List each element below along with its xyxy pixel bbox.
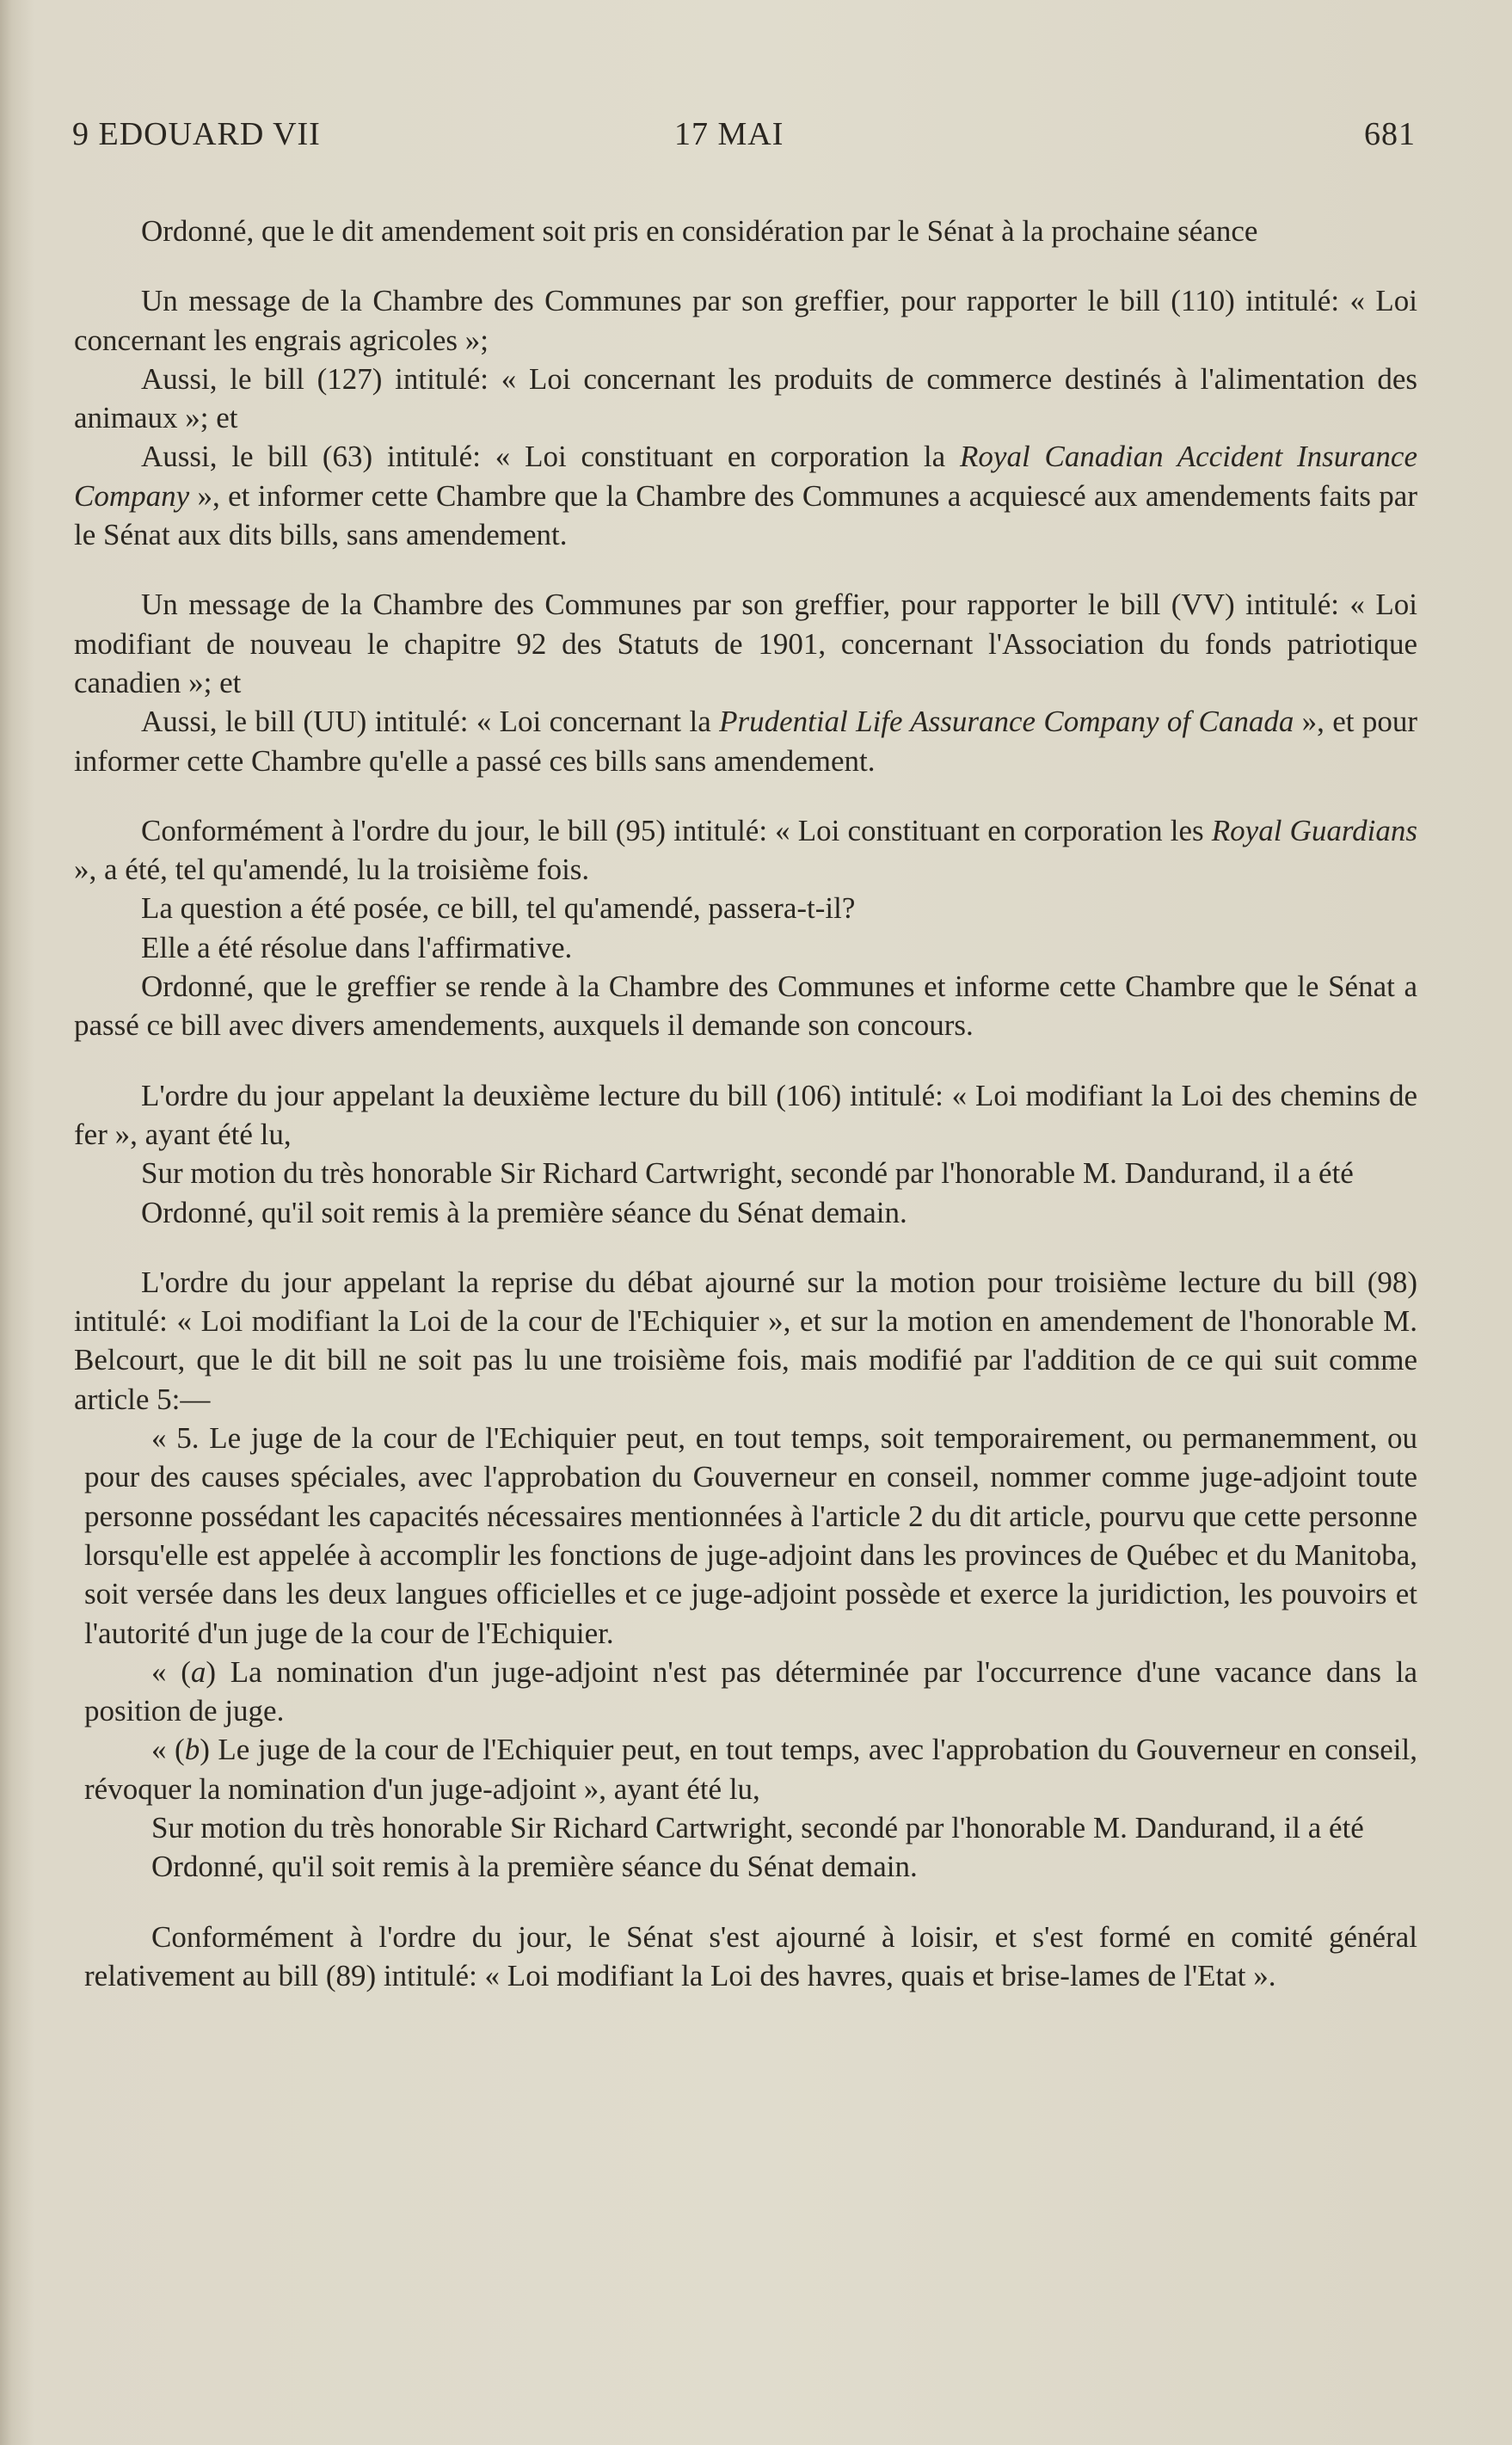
header-reign: 9 EDOUARD VII: [72, 116, 321, 152]
header-date: 17 MAI: [674, 116, 784, 152]
italic-name: Prudential Life Assurance Company of Canada: [719, 705, 1294, 739]
paragraph-text: », a été, tel qu'amendé, lu la troisième fois.: [74, 853, 590, 887]
paragraph-text: Conformément à l'ordre du jour, le bill (95) intitulé: « Loi constituant en corporation les: [141, 813, 1212, 847]
paragraph: [74, 437, 1417, 554]
paragraph: [74, 702, 1417, 780]
paragraph: Ordonné, qu'il soit remis à la première séance du Sénat demain.: [141, 1195, 907, 1229]
paragraph-text: ) La nomination d'un juge-adjoint n'est pas déterminée par l'occurrence d'une vacance dans la position de juge.: [84, 1654, 1417, 1728]
paragraph: Sur motion du très honorable Sir Richard Cartwright, secondé par l'honorable M. Dandurand, il a été: [151, 1810, 1364, 1845]
page-header: [72, 115, 1416, 158]
paragraph-text: Aussi, le bill (UU) intitulé: « Loi concernant la: [141, 705, 720, 739]
paragraph: Un message de la Chambre des Communes par son greffier, pour rapporter le bill (VV) intitulé: « Loi modifiant de nouveau le chapitre 92 des Statuts de 1901, concernant l'Association du fonds patriotique canadien »; et: [74, 588, 1417, 699]
paragraph: Elle a été résolue dans l'affirmative.: [141, 930, 573, 964]
paragraph-text: », et pour informer cette Chambre qu'elle a passé ces bills sans amendement.: [74, 705, 1418, 778]
paragraph: Conformément à l'ordre du jour, le Sénat s'est ajourné à loisir, et s'est formé en comité général relativement au bill (89) intitulé: « Loi modifiant la Loi des havres, quais et brise-lames de l'Etat ».: [84, 1919, 1417, 1992]
paragraph: [74, 1730, 1417, 1808]
paragraph: La question a été posée, ce bill, tel qu'amendé, passera-t-il?: [141, 891, 856, 926]
paragraph: Un message de la Chambre des Communes par son greffier, pour rapporter le bill (110) intitulé: « Loi concernant les engrais agricoles »;: [74, 284, 1417, 357]
italic-name: b: [184, 1733, 200, 1767]
italic-name: a: [190, 1654, 206, 1689]
paragraph: L'ordre du jour appelant la reprise du débat ajourné sur la motion pour troisième lecture du bill (98) intitulé: « Loi modifiant la Loi de la cour de l'Echiquier », et sur la motion en amendement de l'honorable M. Belcourt, que le dit bill ne soit pas lu une troisième fois, mais modifié par l'addition de ce qui suit comme article 5:—: [74, 1265, 1417, 1416]
page-number: 681: [1364, 116, 1416, 152]
paragraph-text: « (: [151, 1654, 191, 1689]
paragraph: Aussi, le bill (127) intitulé: « Loi concernant les produits de commerce destinés à l'alimentation des animaux »; et: [74, 361, 1417, 435]
paragraph: Ordonné, que le dit amendement soit pris en considération par le Sénat à la prochaine séance: [141, 214, 1258, 248]
paragraph: [74, 811, 1417, 890]
paragraph: Ordonné, que le greffier se rende à la Chambre des Communes et informe cette Chambre que le Sénat a passé ce bill avec divers amendements, auxquels il demande son concours.: [74, 970, 1417, 1043]
paragraph: « 5. Le juge de la cour de l'Echiquier peut, en tout temps, soit temporairement, ou permanemment, ou pour des causes spéciales, avec l'approbation du Gouverneur en conseil, nommer comme juge-adjoint toute personne possédant les capacités nécessaires mentionnées à l'article 2 du dit article, pourvu que cette personne lorsqu'elle est appelée à accomplir les fonctions de juge-adjoint dans les provinces de Québec et du Manitoba, soit versée dans les deux langues officielles et ce juge-adjoint possède et exerce la juridiction, les pouvoirs et l'autorité d'un juge de la cour de l'Echiquier.: [84, 1421, 1417, 1650]
italic-name: Royal Canadian Accident Insurance Company: [74, 440, 1417, 513]
paragraph: [74, 1653, 1417, 1731]
paragraph: L'ordre du jour appelant la deuxième lecture du bill (106) intitulé: « Loi modifiant la Loi des chemins de fer », ayant été lu,: [74, 1078, 1417, 1151]
paragraph-text: ) Le juge de la cour de l'Echiquier peut, en tout temps, avec l'approbation du Gouverneur en conseil, révoquer la nomination d'un juge-adjoint », ayant été lu,: [84, 1733, 1417, 1806]
italic-name: Royal Guardians: [1211, 813, 1417, 847]
paragraph-text: Aussi, le bill (63) intitulé: « Loi constituant en corporation la: [141, 440, 961, 474]
paragraph-text: « (: [151, 1733, 185, 1767]
paragraph: Ordonné, qu'il soit remis à la première séance du Sénat demain.: [151, 1850, 918, 1884]
paragraph: Sur motion du très honorable Sir Richard Cartwright, secondé par l'honorable M. Dandurand, il a été: [141, 1156, 1354, 1191]
document-body: [74, 212, 1417, 1995]
paragraph-text: », et informer cette Chambre que la Chambre des Communes a acquiescé aux amendements faits par le Sénat aux dits bills, sans amendement.: [74, 478, 1417, 552]
